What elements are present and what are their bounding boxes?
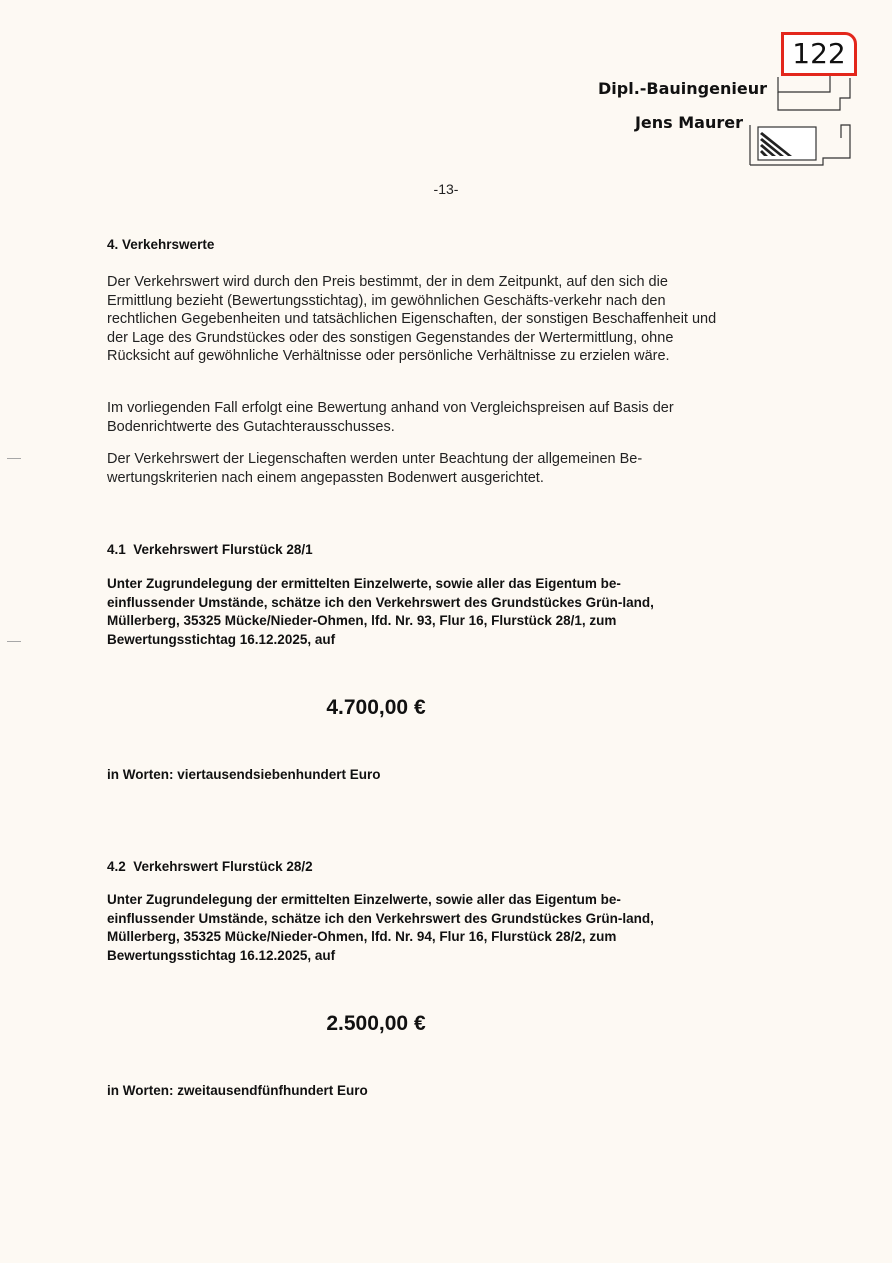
margin-mark: [7, 458, 21, 459]
page-badge: 122: [781, 32, 857, 76]
section-heading: 4. Verkehrswerte: [107, 237, 215, 252]
subsection-heading-2: 4.2 Verkehrswert Flurstück 28/2: [107, 859, 313, 874]
subsection-heading-1: 4.1 Verkehrswert Flurstück 28/1: [107, 542, 313, 557]
section-paragraph-2: Im vorliegenden Fall erfolgt eine Bewertung anhand von Vergleichspreisen auf Basis der Bodenrichtwerte des Gutachterausschusses.: [107, 400, 674, 435]
amount-in-words-1: in Worten: viertausendsiebenhundert Euro: [107, 767, 381, 782]
company-title-line1: Dipl.-Bauingenieur: [598, 79, 767, 98]
company-title-line2: Jens Maurer: [634, 113, 743, 132]
valuation-statement-1: Unter Zugrundelegung der ermittelten Einzelwerte, sowie aller das Eigentum be-einflussender Umstände, schätze ich den Verkehrswert des Grundstückes Grün-land, Müllerberg, 35325 Mücke/Nieder-Ohmen, lfd. Nr. 93, Flur 16, Flurstück 28/1, zum Bewertungsstichtag 16.12.2025, auf: [107, 576, 654, 647]
margin-mark: [7, 641, 21, 642]
section-paragraph-1: Der Verkehrswert wird durch den Preis bestimmt, der in dem Zeitpunkt, auf den sich die Ermittlung bezieht (Bewertungsstichtag), im gewöhnlichen Geschäfts-verkehr nach den rechtlichen Gegebenheiten und tatsächlichen Eigenschaften, der sonstigen Beschaffenheit und der Lage des Grundstückes oder des sonstigen Gegenstandes der Wertermittlung, ohne Rücksicht auf gewöhnliche Verhältnisse oder persönliche Verhältnisse zu erzielen wäre.: [107, 274, 717, 365]
valuation-amount-1: 4.700,00 €: [326, 696, 426, 719]
valuation-statement-2: Unter Zugrundelegung der ermittelten Einzelwerte, sowie aller das Eigentum be-einflussender Umstände, schätze ich den Verkehrswert des Grundstückes Grün-land, Müllerberg, 35325 Mücke/Nieder-Ohmen, lfd. Nr. 94, Flur 16, Flurstück 28/2, zum Bewertungsstichtag 16.12.2025, auf: [107, 892, 654, 963]
valuation-amount-2: 2.500,00 €: [326, 1012, 426, 1035]
amount-in-words-2: in Worten: zweitausendfünfhundert Euro: [107, 1083, 368, 1098]
page-number: -13-: [433, 181, 459, 197]
section-paragraph-3: Der Verkehrswert der Liegenschaften werden unter Beachtung der allgemeinen Be-wertungskriterien nach einem angepassten Bodenwert ausgerichtet.: [107, 451, 643, 486]
